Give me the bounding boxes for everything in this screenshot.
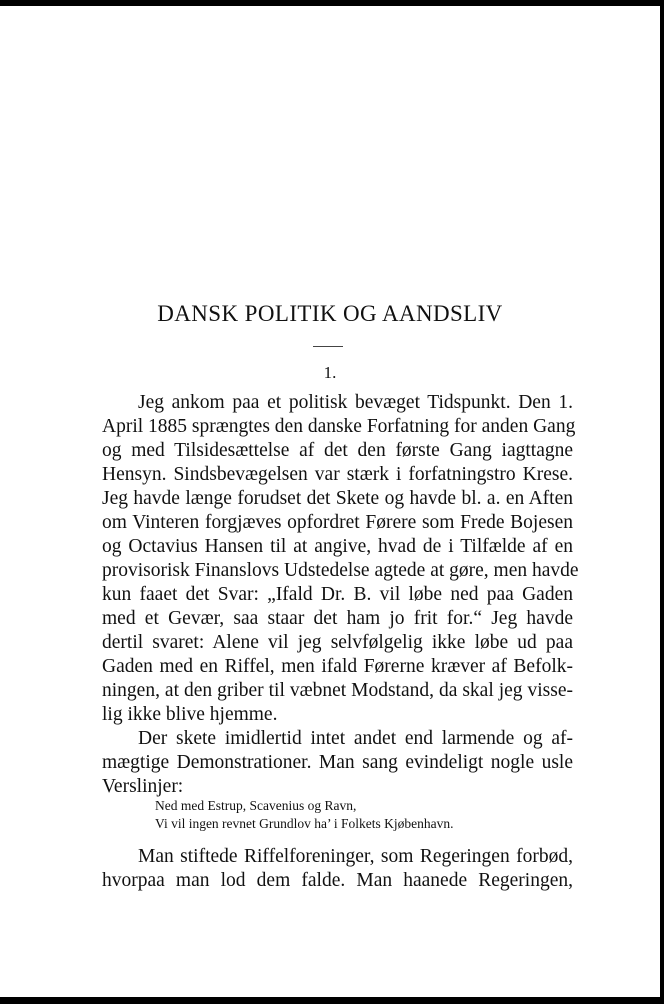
text-line: lig ikke blive hjemme.	[102, 704, 278, 725]
heading-rule	[313, 346, 343, 347]
text-line: og med Tilsidesættelse af det den første Gang iagttagne	[102, 440, 573, 461]
text-line: April 1885 sprængtes den danske Forfatning for anden Gang	[102, 416, 576, 437]
text-line: Jeg ankom paa et politisk bevæget Tidspunkt. Den 1.	[138, 392, 573, 413]
book-page	[0, 6, 660, 997]
verse-line: Vi vil ingen revnet Grundlov ha’ i Folkets Kjøbenhavn.	[155, 816, 454, 831]
text-line: og Octavius Hansen til at angive, hvad de i Tilfælde af en	[102, 536, 573, 557]
text-line: Hensyn. Sindsbevægelsen var stærk i forfatningstro Krese.	[102, 464, 573, 485]
text-line: provisorisk Finanslovs Udstedelse agtede at gøre, men havde	[102, 560, 579, 581]
text-line: mægtige Demonstrationer. Man sang evindeligt nogle usle	[102, 752, 573, 773]
section-number: 1.	[323, 363, 337, 382]
text-line: Der skete imidlertid intet andet end larmende og af-	[138, 728, 573, 749]
text-line: ningen, at den griber til væbnet Modstand, da skal jeg visse-	[102, 680, 573, 701]
text-line: dertil svaret: Alene vil jeg selvfølgelig ikke løbe ud paa	[102, 632, 573, 653]
text-line: kun faaet det Svar: „Ifald Dr. B. vil løbe ned paa Gaden	[102, 584, 573, 605]
chapter-heading: DANSK POLITIK OG AANDSLIV	[157, 301, 503, 326]
text-line: om Vinteren forgjæves opfordret Førere som Frede Bojesen	[102, 512, 573, 533]
verse-line: Ned med Estrup, Scavenius og Ravn,	[155, 798, 357, 813]
text-line: Jeg havde længe forudset det Skete og havde bl. a. en Aften	[102, 488, 573, 509]
text-line: hvorpaa man lod dem falde. Man haanede Regeringen,	[102, 870, 573, 891]
text-line: med et Gevær, saa staar det ham jo frit for.“ Jeg havde	[102, 608, 573, 629]
text-line: Man stiftede Riffelforeninger, som Regeringen forbød,	[138, 846, 573, 867]
text-line: Verslinjer:	[102, 776, 184, 797]
text-line: Gaden med en Riffel, men ifald Førerne kræver af Befolk-	[102, 656, 573, 677]
